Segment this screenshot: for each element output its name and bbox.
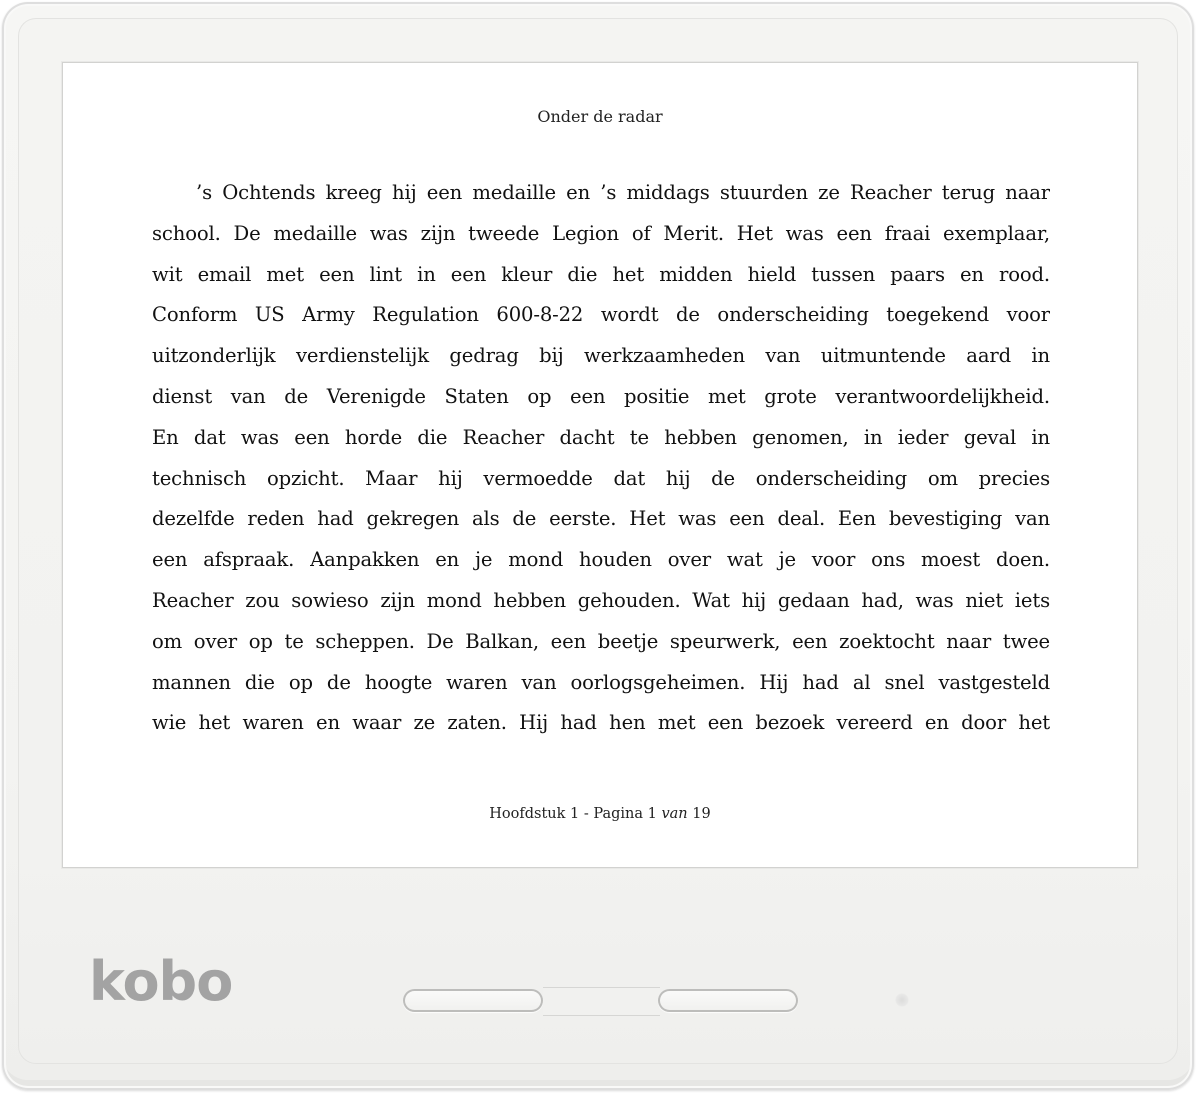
text-line: En dat was een horde die Reacher dacht te hebben genomen, in ieder geval in xyxy=(152,425,1050,449)
kobo-logo: kobo xyxy=(89,950,233,1013)
text-line: school. De medaille was zijn tweede Legion of Merit. Het was een fraai exemplaar, xyxy=(152,221,1050,245)
page-indicator xyxy=(63,806,1137,822)
text-line: een afspraak. Aanpakken en je mond houden over wat je voor ons moest doen. xyxy=(152,548,1050,572)
ereader-device xyxy=(2,2,1194,1090)
text-line: mannen die op de hoogte waren van oorlogsgeheimen. Hij had al snel vastgesteld xyxy=(152,670,1050,694)
prev-page-button[interactable] xyxy=(403,989,543,1012)
text-line: Reacher zou sowieso zijn mond hebben gehouden. Wat hij gedaan had, was niet iets xyxy=(152,588,1050,612)
light-sensor-icon xyxy=(895,993,909,1007)
eink-screen[interactable] xyxy=(63,63,1137,867)
page-indicator-total: 19 xyxy=(687,806,711,822)
page-indicator-prefix: Hoofdstuk 1 - Pagina 1 xyxy=(489,806,662,822)
book-text xyxy=(152,173,1050,744)
text-line: wie het waren en waar ze zaten. Hij had hen met een bezoek vereerd en door het xyxy=(152,711,1050,735)
page-button-groove xyxy=(543,987,660,1016)
text-line: dezelfde reden had gekregen als de eerste. Het was een deal. Een bevestiging van xyxy=(152,507,1050,531)
text-line: wit email met een lint in een kleur die het midden hield tussen paars en rood. xyxy=(152,262,1050,286)
text-line: uitzonderlijk verdienstelijk gedrag bij werkzaamheden van uitmuntende aard in xyxy=(152,344,1050,368)
text-line: Conform US Army Regulation 600-8-22 wordt de onderscheiding toegekend voor xyxy=(152,303,1050,327)
page-indicator-of: van xyxy=(661,806,688,822)
running-head: Onder de radar xyxy=(537,107,663,126)
text-line: ’s Ochtends kreeg hij een medaille en ’s middags stuurden ze Reacher terug naar xyxy=(196,181,1050,204)
text-line: dienst van de Verenigde Staten op een positie met grote verantwoordelijkheid. xyxy=(152,384,1050,408)
text-line: om over op te scheppen. De Balkan, een beetje speurwerk, een zoektocht naar twee xyxy=(152,629,1050,653)
text-line: technisch opzicht. Maar hij vermoedde dat hij de onderscheiding om precies xyxy=(152,466,1050,490)
next-page-button[interactable] xyxy=(658,989,798,1012)
